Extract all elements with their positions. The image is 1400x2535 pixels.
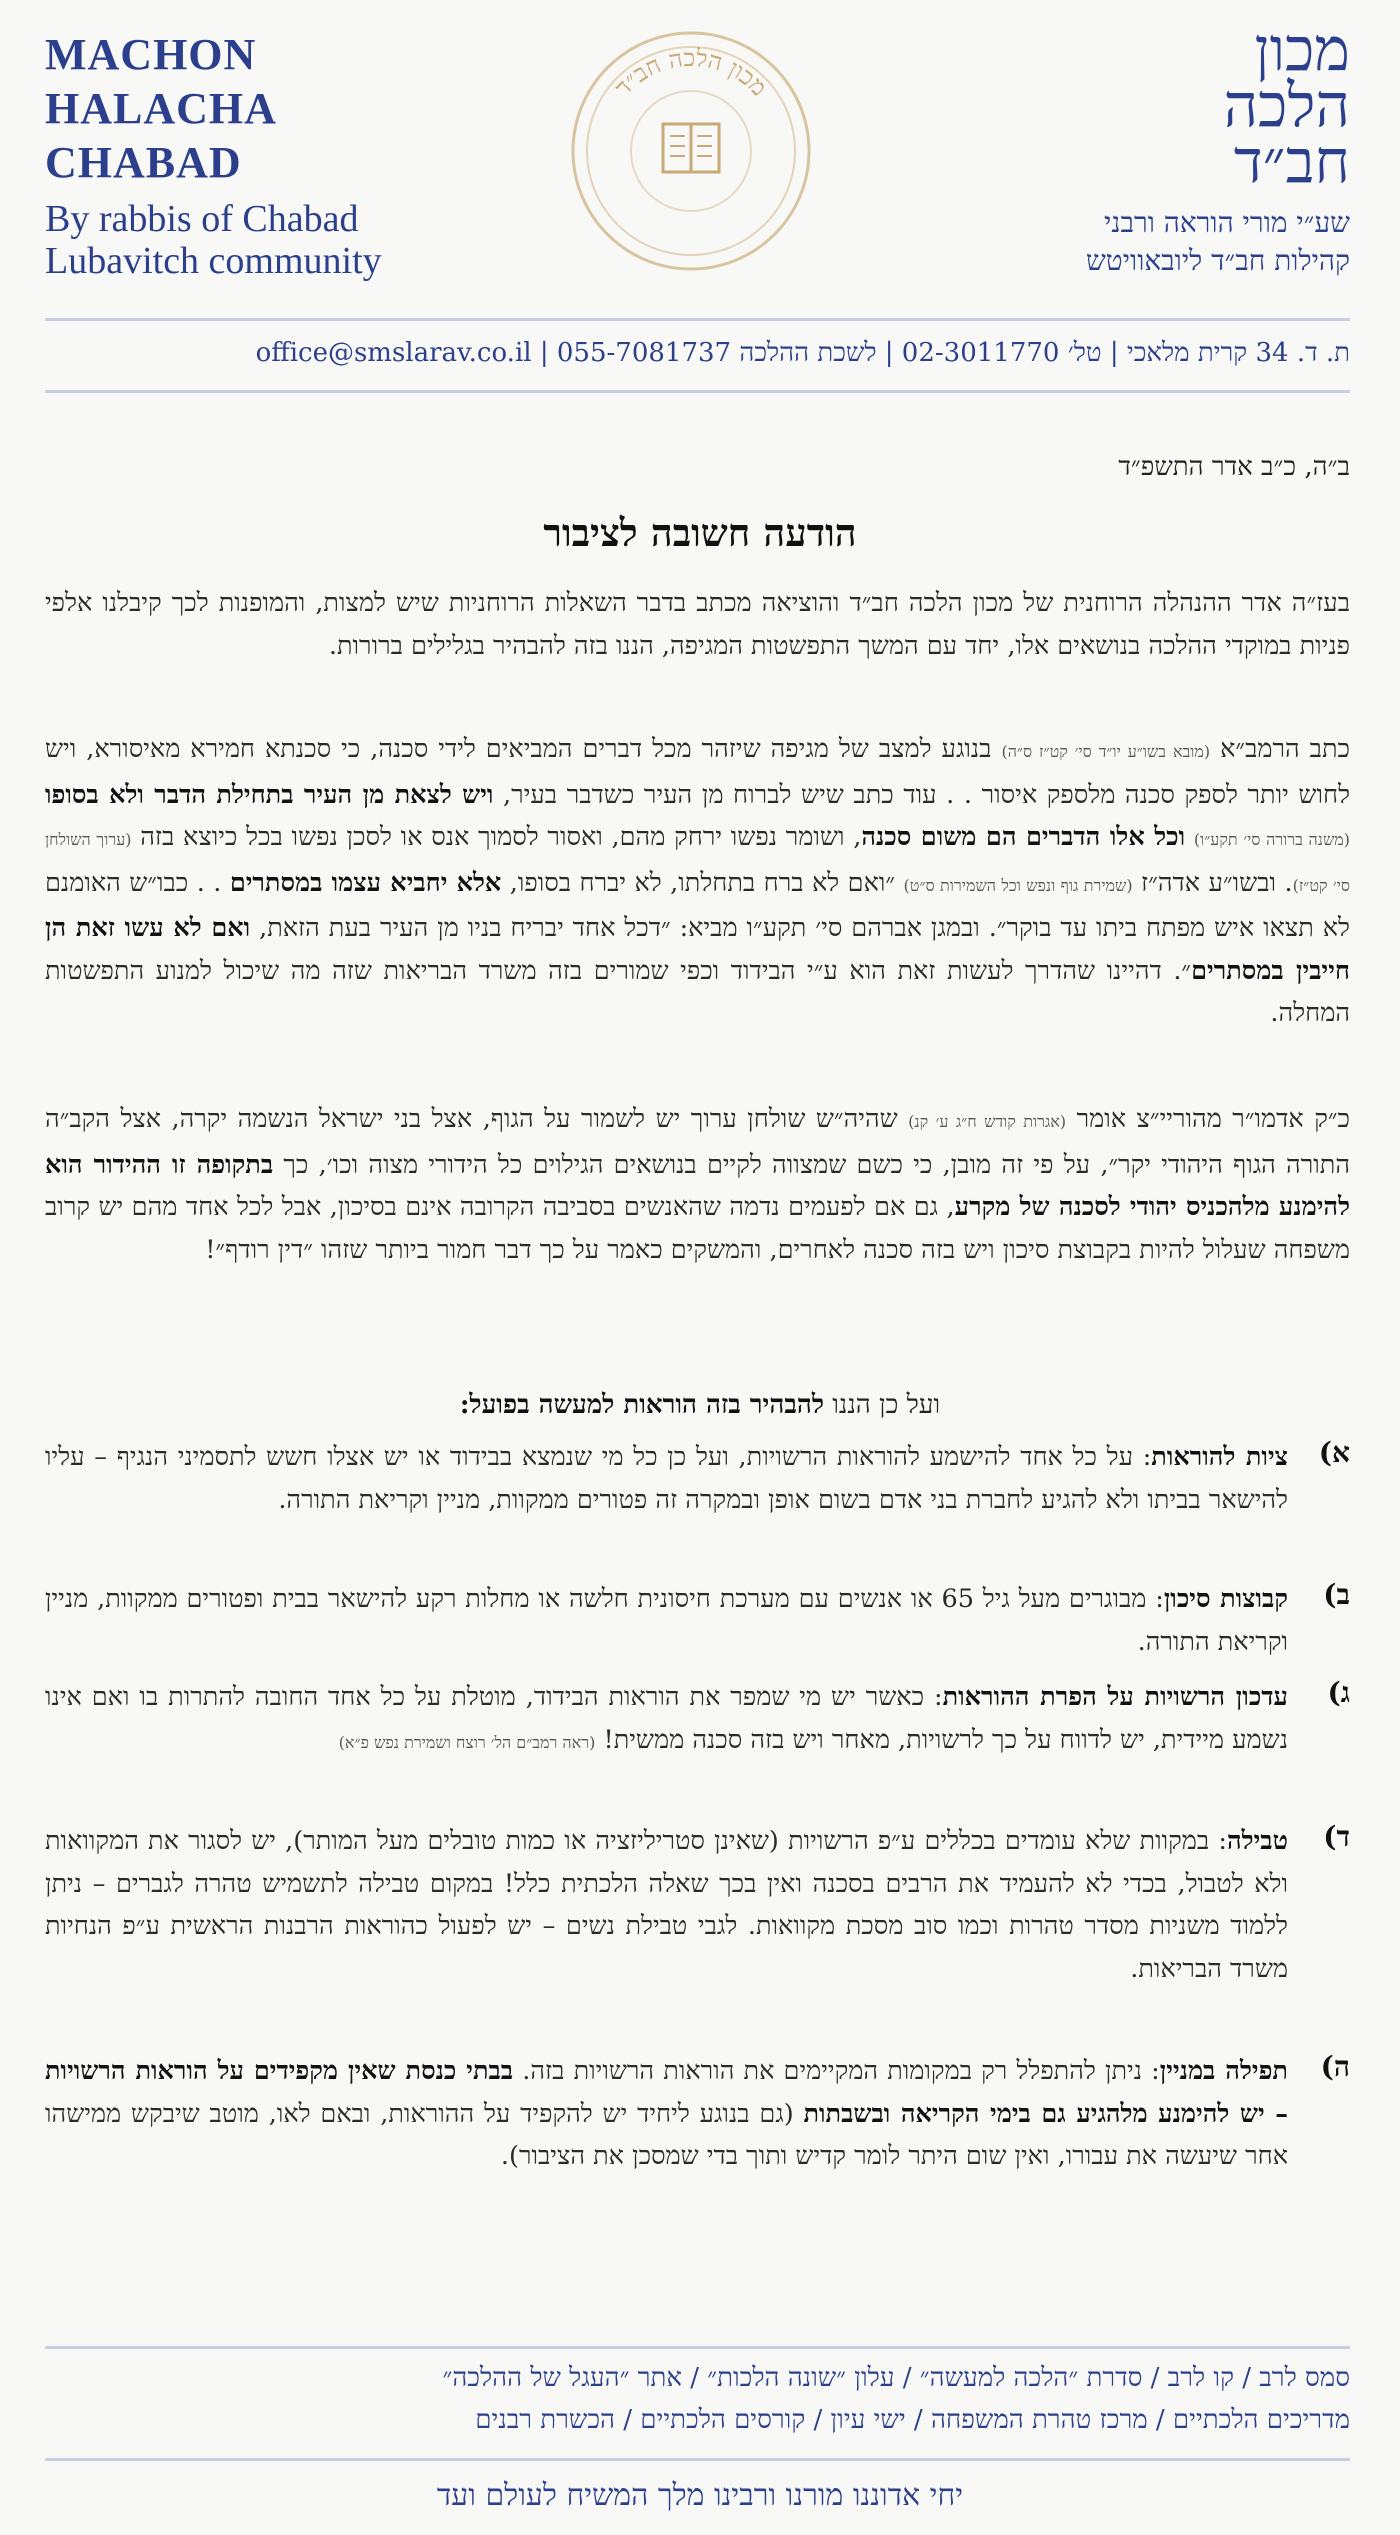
body-text: : במקוות שלא עומדים בכללים ע״פ הרשויות (שאינן סטריליזציה או כמות טובלים מעל המותר), יש לסגור את המקוואות ולא לטבול, בכדי לא להעמיד את הרבים בסכנה ואין בכך שאלה הלכתית כלל! במקום טבילה לתשמיש טהרה לגברים – ניתן ללמוד משניות מסדר טהרות וכמו סוב מסכת מקוואות. לגבי טבילת נשים – יש לפעול כהוראות הרבנות הראשית ע״פ הנחיות משרד הבריאות. <box>45 1826 1288 1984</box>
citation-text: (אגרות קודש ח״ג ע׳ קנ) <box>908 1112 1067 1131</box>
item-text <box>45 1820 1288 1990</box>
instruction-item <box>45 2050 1350 2178</box>
tagline-hebrew <box>930 204 1350 280</box>
seal-text: מכון הלכה חב״ד <box>608 43 773 102</box>
paragraph-2 <box>45 728 1350 1035</box>
header-rule-top <box>45 318 1350 321</box>
emphasis-text: בבתי כנסת שאין מקפידים על הוראות הרשויות – יש להימנע מלהגיע גם בימי הקריאה ובשבתות <box>45 2056 1288 2129</box>
body-text: : ניתן להתפלל רק במקומות המקיימים את הוראות הרשויות בזה. <box>513 2056 1160 2086</box>
citation-text: (שמירת גוף ונפש וכל השמירות ס״ט) <box>903 875 1133 895</box>
header-rule-bottom <box>45 390 1350 393</box>
item-label: ג) <box>1327 1676 1350 1709</box>
body-text: ״. דהיינו שהדרך לעשות זאת הוא ע״י הבידוד וכפי שמורים בזה משרד הבריאות שזה מה שיכול למנוע התפשטות המחלה. <box>45 955 1350 1028</box>
org-he-line-1: מכון <box>1254 15 1350 85</box>
tagline-line-1: By rabbis of Chabad <box>45 198 359 240</box>
emphasis-text: קבוצות סיכון <box>1163 1584 1288 1614</box>
instruction-item <box>45 1820 1350 1990</box>
org-name-hebrew <box>930 15 1350 280</box>
body-text: בנוגע למצב של מגיפה שיזהר מכל דברים המביאים לידי סכנה, כי סכנתא חמירא מאיסורא, ויש לחוש יותר לספק סכנה מלספק איסור . . עוד כתב שיש לברוח מן העיר כשדבר בעיר, <box>45 734 1350 810</box>
item-text <box>45 2050 1288 2178</box>
contact-line: ת. ד. 34 קרית מלאכי | טל׳ 02-3011770 | לשכת ההלכה 055-7081737 | office@smslarav.co.il <box>255 338 1350 368</box>
emphasis-text: ויש לצאת מן העיר בתחילת הדבר ולא בסופו <box>45 779 494 810</box>
body-text: כ״ק אדמו״ר מהוריי״צ אומר <box>1066 1104 1350 1134</box>
lead-prefix: ועל כן הננו <box>823 1390 941 1420</box>
body-text: . ובשו״ע אדה״ז <box>1132 867 1293 898</box>
instructions-lead <box>0 1390 1400 1420</box>
body-text <box>1185 822 1194 852</box>
body-text: כתב הרמב״א <box>1210 734 1350 764</box>
seal-logo <box>566 26 816 276</box>
item-text <box>45 1578 1288 1663</box>
footer-links-row-1[interactable]: סמס לרב / קו לרב / סדרת ״הלכה למעשה״ / עלון ״שונה הלכות״ / אתר ״העגל של ההלכה״ <box>442 2363 1350 2393</box>
body-text: : מבוגרים מעל גיל 65 או אנשים עם מערכת חיסונית חלשה או מחלות רקע להישאר בבית ופטורים ממקוות, מניין וקריאת התורה. <box>45 1584 1288 1657</box>
citation-text: (ראה רמב״ם הל׳ רוצח ושמירת נפש פ״א) <box>338 1732 596 1752</box>
instruction-item <box>45 1436 1350 1521</box>
emphasis-text: וכל אלו הדברים הם משום סכנה <box>861 822 1186 852</box>
body-text: ״ואם לא ברח בתחלתו, לא יברח בסופו, <box>501 867 904 898</box>
tagline-line-2: Lubavitch community <box>45 240 382 282</box>
lead-bold: להבהיר בזה הוראות למעשה בפועל: <box>459 1390 824 1420</box>
body-text: שהיה״ש שולחן ערוך יש לשמור על הגוף, אצל בני ישראל הנשמה יקרה, אצל הקב״ה התורה הגוף היהודי יקר״, על פי זה מובן, כי כשם שמצווה לקיים בנושאים הגילוים כל הידורי מצוה וכו׳, כך <box>45 1104 1350 1180</box>
citation-text: (מובא בשו״ע יו״ד סי׳ קט״ז ס״ה) <box>1001 742 1211 761</box>
footer-motto: יחי אדוננו מורנו ורבינו מלך המשיח לעולם ועד <box>436 2478 964 2513</box>
footer-rule-top <box>45 2346 1350 2349</box>
emphasis-text: עדכון הרשויות על הפרת ההוראות <box>942 1682 1288 1712</box>
citation-text: (ערוך השולחן סי׳ קט״ז) <box>45 830 1351 895</box>
tagline-english <box>45 198 475 282</box>
item-text <box>45 1676 1288 1764</box>
footer-links-row-2[interactable]: מדריכים הלכתיים / מרכז טהרת המשפחה / ישי עיון / קורסים הלכתיים / הכשרת רבנים <box>475 2405 1350 2435</box>
body-text: (גם בנוגע ליחיד יש להקפיד על ההוראות, ובאם לאו, מוטב שיבקש ממישהו אחר שיעשה את עבורו, ואין שום היתר לומר קדיש ותוך בדי שמסכן את הציבור). <box>45 2098 1288 2171</box>
body-text: . . כבו״ש האומנם לא תצאו איש מפתח ביתו עד בוקר״. ובמגן אברהם סי׳ תקע״ו מביא: ״דכל אחד יבריח בניו מן העיר בעת הזאת, <box>45 867 1350 943</box>
footer-rule-bottom <box>45 2458 1350 2461</box>
body-text: , ושומר נפשו ירחק מהם, ואסור לסמוך אנס או לסכן נפשו בכל כיוצא בזה <box>131 822 862 852</box>
org-he-line-2: הלכה <box>1223 71 1350 141</box>
body-text: : על כל אחד להישמע להוראות הרשויות, ועל כן כל מי שנמצא בבידוד או יש אצלו חשש לתסמיני הנגיף – עליו להישאר בביתו ולא להגיע לחברת בני אדם בשום אופן ובמקרה זה פטורים ממקוות, מניין וקריאת התורה. <box>45 1442 1288 1515</box>
org-line-2: HALACHA <box>45 84 277 133</box>
org-line-1: MACHON <box>45 30 257 79</box>
citation-text: (משנה ברורה סי׳ תקע״ו) <box>1193 830 1351 849</box>
item-label: ד) <box>1323 1820 1350 1853</box>
paragraph-1: בעז״ה אדר ההנהלה הרוחנית של מכון הלכה חב״ד והוציאה מכתב בדבר השאלות הרוחניות שיש למצות, והמופנות לכך קיבלנו אלפי פניות במוקדי ההלכה בנושאים אלו, יחד עם המשך התפשטות המגיפה, הננו בזה להבהיר בגלילים ברורות. <box>45 588 1350 661</box>
org-he-line-3: חב״ד <box>1233 127 1350 197</box>
emphasis-text: בתקופה זו ההידור הוא להימנע מלהכניס יהודי לסכנה של מקרע <box>45 1149 1351 1222</box>
body-text: , גם אם לפעמים נדמה שהאנשים בסביבה הקרובה אינם בסיכון, אבל לכל אחד מהם יש קרוב משפחה שעלול להיות בקבוצת סיכון ויש בזה סכנה לאחרים, והמשקים כאמר על כך דבר חמור ביותר שזהו ״דין רודף״! <box>45 1192 1350 1265</box>
emphasis-text: טבילה <box>1227 1826 1288 1856</box>
letter-date: ב״ה, כ״ב אדר התשפ״ד <box>1118 452 1350 482</box>
item-label: ב) <box>1323 1578 1350 1611</box>
instruction-item <box>45 1578 1350 1663</box>
item-label: א) <box>1318 1436 1350 1469</box>
emphasis-text: ואם לא עשו זאת הן חייבין במסתרים <box>45 913 1350 986</box>
letter-title: הודעה חשובה לציבור <box>543 510 857 555</box>
emphasis-text: ציות להוראות <box>1151 1442 1288 1472</box>
body-text: : כאשר יש מי שמפר את הוראות הבידוד, מוטלת על כל אחד החובה להתרות בו ואם אינו נשמע מיידית, יש לדווח על כך לרשויות, מאחר ויש בזה סכנה ממשית! <box>45 1682 1288 1755</box>
instruction-item <box>45 1676 1350 1764</box>
org-line-3: CHABAD <box>45 138 242 187</box>
tagline-he-line-1: שע״י מורי הוראה ורבני <box>1104 206 1350 239</box>
paragraph-3 <box>45 1098 1350 1271</box>
item-text <box>45 1436 1288 1521</box>
emphasis-text: תפילה במניין <box>1159 2056 1288 2086</box>
org-name-english <box>45 28 475 282</box>
emphasis-text: אלא יחביא עצמו במסתרים <box>229 867 502 898</box>
item-label: ה) <box>1320 2050 1350 2083</box>
tagline-he-line-2: קהילות חב״ד ליובאוויטש <box>1085 244 1350 277</box>
